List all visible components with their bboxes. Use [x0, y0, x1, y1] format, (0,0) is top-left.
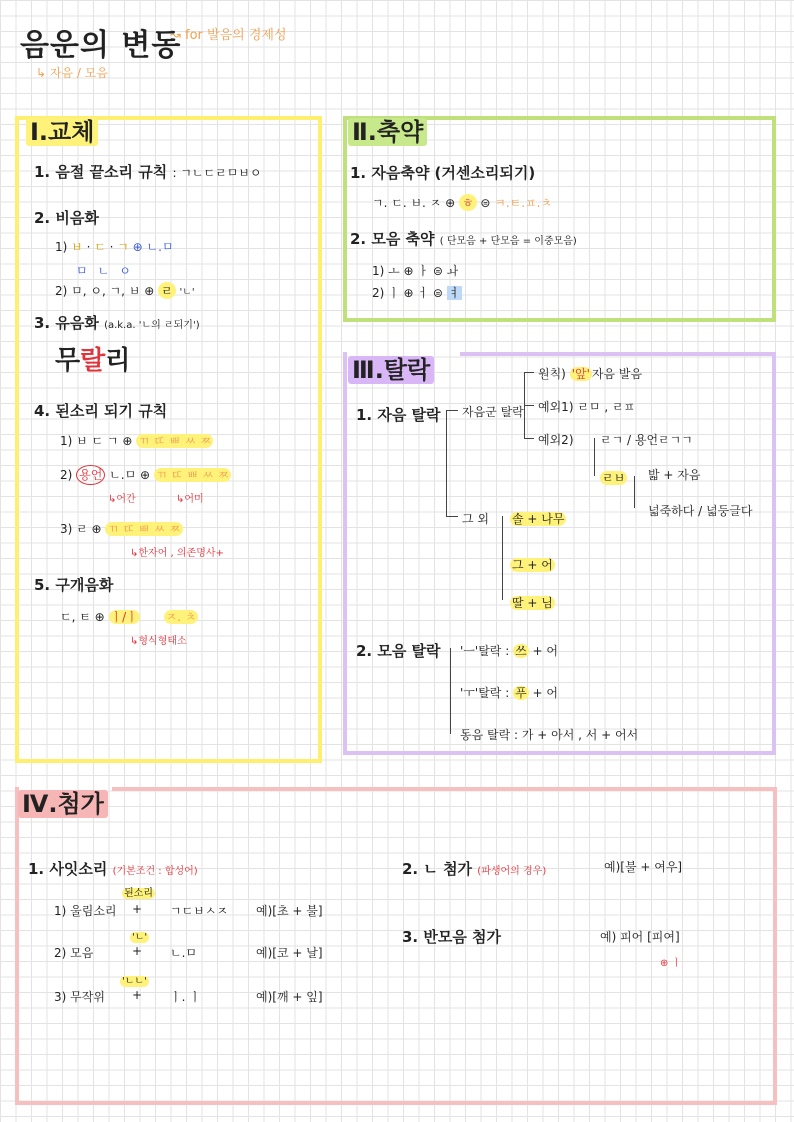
- s3-vowel-2: 'ㅜ'탈락 : 푸 + 어: [460, 686, 558, 700]
- title-note: ↝ for 발음의 경제성: [170, 28, 287, 43]
- s3-tree-line-c: [446, 516, 458, 517]
- s3-etc-3: 딸 + 님: [512, 596, 553, 610]
- s4-item2-head: 2. ㄴ 첨가 (파생어의 경우): [402, 860, 547, 878]
- s3-etc-1: 솔 + 나무: [512, 512, 565, 526]
- s1-item4-row1: 1) ㅂ ㄷ ㄱ ⊕ ㄲ ㄸ ㅃ ㅆ ㅉ: [60, 434, 212, 448]
- section-3-title: Ⅲ.탈락: [348, 350, 434, 385]
- s1-item4-row2-note2: ↳어미: [176, 494, 204, 505]
- s4-item3-head: 3. 반모음 첨가: [402, 928, 502, 946]
- s3-cluster-label: 자음군 탈락: [462, 405, 524, 419]
- s3-vowel-1: 'ㅡ'탈락 : 쓰 + 어: [460, 644, 558, 658]
- s3-etc-2: 그 + 어: [512, 558, 553, 572]
- s1-item2-row2: 2) ㅁ, ㅇ, ㄱ, ㅂ ⊕ ㄹ 'ㄴ': [55, 284, 195, 298]
- s3-tree-line-g: [524, 438, 534, 439]
- s4-item2-example: 예)[불 + 여우]: [604, 860, 683, 874]
- s4-row3-top: 'ㄴㄴ': [122, 976, 147, 987]
- s4-row1-label: 1) 울림소리: [54, 904, 117, 918]
- s1-item1-head: 1. 음절 끝소리 규칙 : ㄱㄴㄷㄹㅁㅂㅇ: [34, 163, 262, 181]
- s3-tree-line-k: [450, 648, 451, 734]
- s4-row1-top: 된소리: [124, 888, 153, 899]
- section-3-box-top: [460, 352, 776, 356]
- s1-item4-row2: 2) 용언 ㄴ.ㅁ ⊕ ㄲ ㄸ ㅃ ㅆ ㅉ: [60, 466, 231, 483]
- s3-tree-line-a: [446, 410, 447, 516]
- s1-item3-example: 무랄리: [55, 346, 131, 376]
- s2-item2-row2: 2) ㅣ ⊕ ㅓ ⊜ ㅕ: [372, 286, 461, 300]
- s1-item2-row1-bottom: ㅁㄴㅇ: [76, 264, 141, 278]
- s1-item4-head: 4. 된소리 되기 규칙: [34, 402, 168, 420]
- s3-tree-line-h: [594, 438, 595, 476]
- s3-etc-label: 그 외: [462, 512, 489, 526]
- s1-item5-note: ↳형식형태소: [130, 636, 187, 647]
- s3-tree-line-i: [634, 476, 635, 508]
- s1-item2-row1: 1) ㅂ · ㄷ · ㄱ ⊕ ㄴ.ㅁ: [55, 240, 174, 254]
- s4-item1-head: 1. 사잇소리 (기본조건 : 합성어): [28, 860, 198, 878]
- s2-item2-head: 2. 모음 축약 ( 단모음 + 단모음 = 이중모음): [350, 230, 577, 248]
- s1-item4-row3: 3) ㄹ ⊕ ㄲ ㄸ ㅃ ㅆ ㅉ: [60, 522, 181, 536]
- s3-rule: 원칙) '앞' 자음 발음: [538, 367, 643, 381]
- s3-tree-line-b: [446, 410, 458, 411]
- section-2-title: Ⅱ.축약: [348, 112, 427, 147]
- s4-row2-value: ㄴ.ㅁ: [170, 946, 197, 960]
- s4-row2-label: 2) 모음: [54, 946, 94, 960]
- s4-row3-value: ㅣ. ㅣ: [170, 990, 201, 1004]
- s3-exception2-a: ㄹㄱ / 용언ㄹㄱㄱ: [600, 433, 693, 447]
- s3-item1-head: 1. 자음 탈락: [356, 406, 441, 424]
- s3-exception2-b: ㄹㅂ: [602, 471, 626, 485]
- section-1-title: Ⅰ.교체: [26, 112, 98, 147]
- s3-item2-head: 2. 모음 탈락: [356, 642, 441, 660]
- section-4-box: [15, 787, 777, 1105]
- s1-item4-row2-note1: ↳어간: [108, 494, 136, 505]
- s3-tree-line-f: [524, 405, 534, 406]
- s2-item1-row: ㄱ. ㄷ. ㅂ. ㅈ ⊕ ㅎ ⊜ ㅋ.ㅌ.ㅍ.ㅊ: [372, 196, 553, 210]
- s1-item5-row1: ㄷ, ㅌ ⊕ ㅣ/ㅣ ㅈ. ㅊ: [60, 610, 197, 624]
- s2-item1-head: 1. 자음축약 (거센소리되기): [350, 164, 536, 182]
- s4-row1-value: ㄱㄷㅂㅅㅈ: [170, 904, 228, 918]
- s2-item2-row1: 1) ㅗ ⊕ ㅏ ⊜ ㅘ: [372, 264, 459, 278]
- s4-item3-example: 예) 피어 [피여]: [600, 930, 680, 944]
- s4-row2-example: 예)[코 + 날]: [256, 946, 323, 960]
- s4-row2-plus: +: [132, 944, 143, 958]
- s1-item3-head: 3. 유음화 (a.k.a. 'ㄴ의 ㄹ되기'): [34, 314, 200, 332]
- s4-row1-plus: +: [132, 902, 143, 916]
- s4-row3-example: 예)[깨 + 잎]: [256, 990, 323, 1004]
- s1-item4-row3-note: ↳한자어 , 의존명사+: [130, 548, 224, 559]
- s4-row2-top: 'ㄴ': [132, 932, 148, 943]
- s3-exception1: 예외1) ㄹㅁ , ㄹㅍ: [538, 400, 636, 414]
- s1-item5-head: 5. 구개음화: [34, 576, 114, 594]
- s3-tree-line-j: [502, 516, 503, 600]
- s4-row1-example: 예)[초 + 불]: [256, 904, 323, 918]
- s3-exception2-b2: 넓죽하다 / 넓둥글다: [648, 504, 753, 518]
- s3-exception2: 예외2): [538, 433, 574, 447]
- s4-item3-add: ⊕ ㅣ: [660, 958, 682, 969]
- section-4-title: Ⅳ.첨가: [18, 784, 108, 819]
- s4-row3-label: 3) 무작위: [54, 990, 105, 1004]
- s3-exception2-b1: 밟 + 자음: [648, 468, 701, 482]
- s1-item2-head: 2. 비음화: [34, 209, 99, 227]
- s3-tree-line-e: [524, 372, 534, 373]
- title-subnote: ↳ 자음 / 모음: [36, 66, 108, 80]
- s3-vowel-3: 동음 탈락 : 가 + 아서 , 서 + 어서: [460, 728, 639, 742]
- section-4-box-top: [112, 787, 777, 791]
- page-title: 음운의 변동: [20, 28, 182, 63]
- s4-row3-plus: +: [132, 988, 143, 1002]
